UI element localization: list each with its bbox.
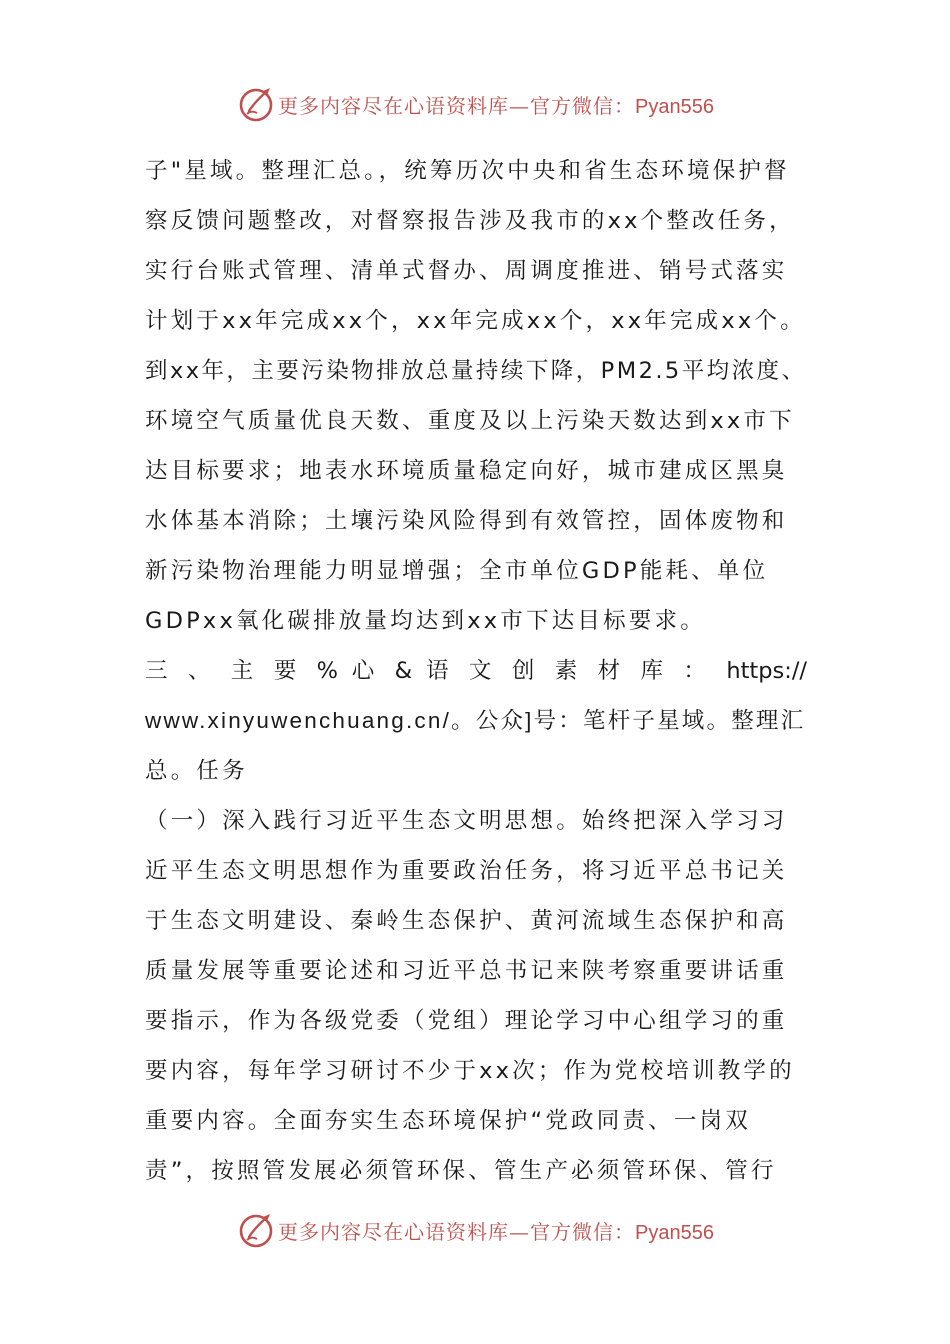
url-line: www.xinyuwenchuang.cn/。公众]号：笔杆子星域。整理汇 (145, 708, 806, 733)
text-line: 实行台账式管理、清单式督办、周调度推进、销号式落实 (145, 258, 788, 284)
pen-logo-icon (236, 1210, 276, 1250)
text-line: 环境空气质量优良天数、重度及以上污染天数达到xx市下 (145, 408, 795, 434)
header-banner (0, 82, 950, 126)
text-line: 要内容，每年学习研讨不少于xx次；作为党校培训教学的 (145, 1058, 795, 1084)
text-line: 计划于xx年完成xx个，xx年完成xx个，xx年完成xx个。 (145, 308, 806, 334)
subsection-heading-line: （一）深入践行习近平生态文明思想。始终把深入学习习 (145, 808, 788, 834)
text-line: 质量发展等重要论述和习近平总书记来陕考察重要讲话重 (145, 958, 788, 984)
banner-text: 更多内容尽在心语资料库—官方微信：Pyan556 (278, 1219, 714, 1244)
text-line: 近平生态文明思想作为重要政治任务，将习近平总书记关 (145, 858, 788, 884)
text-line: 子"星域。整理汇总。，统筹历次中央和省生态环境保护督 (145, 158, 790, 184)
text-line: 察反馈问题整改，对督察报告涉及我市的xx个整改任务， (145, 208, 795, 234)
section-heading-line: 三 、 主 要 % 心 & 语 文 创 素 材 库 ： https:// (145, 658, 807, 684)
pen-logo-icon (236, 84, 276, 124)
text-line: 要指示，作为各级党委（党组）理论学习中心组学习的重 (145, 1008, 788, 1034)
text-line: 重要内容。全面夯实生态环境保护“党政同责、一岗双 (145, 1108, 751, 1134)
text-line: 责”，按照管发展必须管环保、管生产必须管环保、管行 (145, 1158, 777, 1184)
text-line: 总。任务 (145, 758, 248, 784)
banner-text: 更多内容尽在心语资料库—官方微信：Pyan556 (278, 93, 714, 118)
text-line: 到xx年，主要污染物排放总量持续下降，PM2.5平均浓度、 (145, 358, 807, 384)
banner-handle: Pyan556 (635, 95, 714, 118)
document-body (145, 146, 807, 1196)
text-line: 于生态文明建设、秦岭生态保护、黄河流域生态保护和高 (145, 908, 788, 934)
text-line: 水体基本消除；土壤污染风险得到有效管控，固体废物和 (145, 508, 788, 534)
text-line: 新污染物治理能力明显增强；全市单位GDP能耗、单位 (145, 558, 769, 584)
text-line: GDPxx氧化碳排放量均达到xx市下达目标要求。 (145, 608, 706, 634)
banner-handle: Pyan556 (635, 1221, 714, 1244)
text-line: 达目标要求；地表水环境质量稳定向好，城市建成区黑臭 (145, 458, 788, 484)
footer-banner (0, 1208, 950, 1252)
